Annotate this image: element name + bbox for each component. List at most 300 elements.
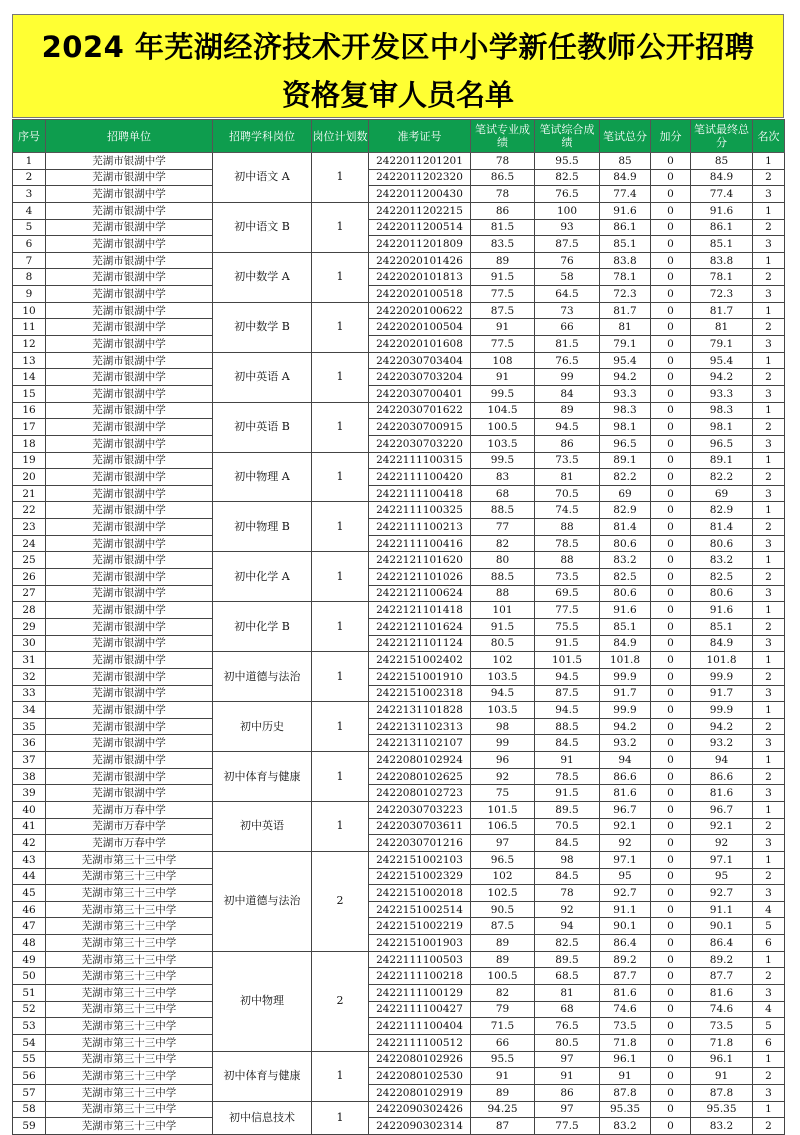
cell-ticket: 2422020101608 — [369, 336, 471, 353]
cell-bonus: 0 — [651, 1051, 691, 1068]
cell-final: 86.6 — [691, 768, 753, 785]
cell-rank: 1 — [753, 402, 785, 419]
table-row — [13, 569, 785, 586]
cell-rank: 3 — [753, 186, 785, 203]
cell-final: 92 — [691, 835, 753, 852]
cell-index: 31 — [13, 652, 46, 669]
cell-position: 初中体育与健康 — [213, 752, 312, 802]
cell-index: 7 — [13, 252, 46, 269]
table-row — [13, 352, 785, 369]
cell-unit: 芜湖市银湖中学 — [46, 785, 213, 802]
table-row — [13, 835, 785, 852]
cell-total: 82.2 — [600, 469, 651, 486]
cell-unit: 芜湖市第三十三中学 — [46, 901, 213, 918]
cell-final: 81.4 — [691, 519, 753, 536]
cell-bonus: 0 — [651, 618, 691, 635]
table-row — [13, 768, 785, 785]
table-row — [13, 685, 785, 702]
cell-total: 98.1 — [600, 419, 651, 436]
cell-unit: 芜湖市银湖中学 — [46, 219, 213, 236]
cell-ticket: 2422121100624 — [369, 585, 471, 602]
table-row — [13, 269, 785, 286]
cell-bonus: 0 — [651, 169, 691, 186]
cell-bonus: 0 — [651, 735, 691, 752]
cell-ticket: 2422090302426 — [369, 1101, 471, 1118]
cell-unit: 芜湖市第三十三中学 — [46, 935, 213, 952]
cell-general-score: 97 — [535, 1101, 600, 1118]
cell-position: 初中化学 A — [213, 552, 312, 602]
table-row — [13, 818, 785, 835]
cell-index: 58 — [13, 1101, 46, 1118]
cell-rank: 2 — [753, 718, 785, 735]
cell-unit: 芜湖市银湖中学 — [46, 535, 213, 552]
cell-total: 92 — [600, 835, 651, 852]
cell-final: 82.5 — [691, 569, 753, 586]
cell-position: 初中语文 A — [213, 153, 312, 203]
cell-general-score: 84.5 — [535, 835, 600, 852]
cell-rank: 2 — [753, 369, 785, 386]
cell-index: 1 — [13, 153, 46, 170]
cell-final: 81.6 — [691, 985, 753, 1002]
cell-unit: 芜湖市银湖中学 — [46, 419, 213, 436]
cell-general-score: 77.5 — [535, 602, 600, 619]
cell-unit: 芜湖市银湖中学 — [46, 402, 213, 419]
cell-general-score: 76.5 — [535, 1018, 600, 1035]
cell-unit: 芜湖市银湖中学 — [46, 252, 213, 269]
cell-bonus: 0 — [651, 419, 691, 436]
cell-major-score: 78 — [471, 186, 535, 203]
cell-ticket: 2422131102313 — [369, 718, 471, 735]
cell-index: 44 — [13, 868, 46, 885]
cell-rank: 3 — [753, 485, 785, 502]
cell-general-score: 93 — [535, 219, 600, 236]
cell-position: 初中历史 — [213, 702, 312, 752]
cell-bonus: 0 — [651, 319, 691, 336]
cell-bonus: 0 — [651, 385, 691, 402]
col-header-plan: 岗位计划数 — [312, 120, 369, 153]
col-header-total: 笔试总分 — [600, 120, 651, 153]
cell-position: 初中语文 B — [213, 202, 312, 252]
cell-rank: 2 — [753, 868, 785, 885]
cell-bonus: 0 — [651, 1001, 691, 1018]
cell-bonus: 0 — [651, 369, 691, 386]
cell-rank: 3 — [753, 236, 785, 253]
cell-final: 99.9 — [691, 668, 753, 685]
table-row — [13, 602, 785, 619]
cell-final: 80.6 — [691, 535, 753, 552]
cell-unit: 芜湖市银湖中学 — [46, 618, 213, 635]
cell-rank: 3 — [753, 1084, 785, 1101]
cell-final: 85 — [691, 153, 753, 170]
table-row — [13, 1051, 785, 1068]
cell-rank: 3 — [753, 735, 785, 752]
cell-rank: 3 — [753, 685, 785, 702]
cell-bonus: 0 — [651, 1101, 691, 1118]
cell-major-score: 99 — [471, 735, 535, 752]
cell-index: 5 — [13, 219, 46, 236]
table-row — [13, 419, 785, 436]
cell-plan: 1 — [312, 502, 369, 552]
cell-major-score: 89 — [471, 935, 535, 952]
cell-index: 19 — [13, 452, 46, 469]
table-row — [13, 302, 785, 319]
cell-bonus: 0 — [651, 851, 691, 868]
col-header-major-score: 笔试专业成绩 — [471, 120, 535, 153]
cell-final: 96.1 — [691, 1051, 753, 1068]
cell-major-score: 75 — [471, 785, 535, 802]
table-row — [13, 502, 785, 519]
cell-general-score: 91.5 — [535, 785, 600, 802]
cell-total: 91.6 — [600, 202, 651, 219]
cell-total: 93.2 — [600, 735, 651, 752]
cell-position: 初中信息技术 — [213, 1101, 312, 1134]
col-header-final: 笔试最终总分 — [691, 120, 753, 153]
cell-unit: 芜湖市银湖中学 — [46, 569, 213, 586]
cell-index: 32 — [13, 668, 46, 685]
cell-index: 41 — [13, 818, 46, 835]
cell-position: 初中英语 A — [213, 352, 312, 402]
cell-bonus: 0 — [651, 1118, 691, 1135]
table-row — [13, 1084, 785, 1101]
cell-ticket: 2422151002018 — [369, 885, 471, 902]
cell-position: 初中体育与健康 — [213, 1051, 312, 1101]
cell-total: 81.4 — [600, 519, 651, 536]
candidate-table — [12, 119, 785, 1135]
cell-general-score: 84.5 — [535, 735, 600, 752]
cell-general-score: 70.5 — [535, 485, 600, 502]
cell-rank: 1 — [753, 1101, 785, 1118]
cell-index: 16 — [13, 402, 46, 419]
cell-total: 98.3 — [600, 402, 651, 419]
cell-total: 91 — [600, 1068, 651, 1085]
cell-general-score: 98 — [535, 851, 600, 868]
cell-general-score: 94 — [535, 918, 600, 935]
cell-general-score: 99 — [535, 369, 600, 386]
cell-plan: 1 — [312, 602, 369, 652]
cell-bonus: 0 — [651, 785, 691, 802]
cell-final: 98.1 — [691, 419, 753, 436]
cell-plan: 2 — [312, 851, 369, 951]
cell-ticket: 2422011202215 — [369, 202, 471, 219]
cell-general-score: 87.5 — [535, 236, 600, 253]
cell-final: 71.8 — [691, 1034, 753, 1051]
cell-total: 81.6 — [600, 985, 651, 1002]
cell-bonus: 0 — [651, 985, 691, 1002]
cell-final: 85.1 — [691, 236, 753, 253]
cell-major-score: 106.5 — [471, 818, 535, 835]
cell-rank: 1 — [753, 153, 785, 170]
cell-rank: 3 — [753, 635, 785, 652]
table-row — [13, 901, 785, 918]
cell-total: 72.3 — [600, 286, 651, 303]
cell-final: 82.9 — [691, 502, 753, 519]
cell-general-score: 73.5 — [535, 452, 600, 469]
table-row — [13, 668, 785, 685]
cell-total: 85 — [600, 153, 651, 170]
cell-major-score: 99.5 — [471, 452, 535, 469]
cell-ticket: 2422121101620 — [369, 552, 471, 569]
cell-major-score: 102.5 — [471, 885, 535, 902]
cell-bonus: 0 — [651, 585, 691, 602]
cell-major-score: 97 — [471, 835, 535, 852]
cell-index: 28 — [13, 602, 46, 619]
cell-total: 81.6 — [600, 785, 651, 802]
cell-total: 82.5 — [600, 569, 651, 586]
cell-general-score: 84.5 — [535, 868, 600, 885]
cell-bonus: 0 — [651, 635, 691, 652]
cell-plan: 1 — [312, 1051, 369, 1101]
cell-final: 92.7 — [691, 885, 753, 902]
table-row — [13, 1034, 785, 1051]
cell-bonus: 0 — [651, 602, 691, 619]
cell-general-score: 81.5 — [535, 336, 600, 353]
cell-final: 91.6 — [691, 202, 753, 219]
cell-general-score: 76.5 — [535, 186, 600, 203]
cell-total: 69 — [600, 485, 651, 502]
col-header-ticket: 准考证号 — [369, 120, 471, 153]
cell-unit: 芜湖市银湖中学 — [46, 385, 213, 402]
cell-ticket: 2422080102926 — [369, 1051, 471, 1068]
cell-ticket: 2422151002103 — [369, 851, 471, 868]
cell-general-score: 89.5 — [535, 801, 600, 818]
cell-ticket: 2422080102625 — [369, 768, 471, 785]
cell-major-score: 80 — [471, 552, 535, 569]
cell-final: 82.2 — [691, 469, 753, 486]
cell-ticket: 2422080102919 — [369, 1084, 471, 1101]
cell-unit: 芜湖市银湖中学 — [46, 485, 213, 502]
cell-rank: 1 — [753, 752, 785, 769]
cell-unit: 芜湖市银湖中学 — [46, 169, 213, 186]
cell-unit: 芜湖市银湖中学 — [46, 202, 213, 219]
cell-final: 98.3 — [691, 402, 753, 419]
cell-bonus: 0 — [651, 302, 691, 319]
cell-index: 11 — [13, 319, 46, 336]
header-row — [13, 120, 785, 153]
cell-unit: 芜湖市银湖中学 — [46, 269, 213, 286]
table-row — [13, 885, 785, 902]
cell-bonus: 0 — [651, 885, 691, 902]
cell-final: 94.2 — [691, 369, 753, 386]
cell-index: 26 — [13, 569, 46, 586]
cell-ticket: 2422121101124 — [369, 635, 471, 652]
cell-unit: 芜湖市银湖中学 — [46, 236, 213, 253]
cell-plan: 1 — [312, 252, 369, 302]
cell-rank: 2 — [753, 1068, 785, 1085]
cell-major-score: 96.5 — [471, 851, 535, 868]
cell-ticket: 2422030701216 — [369, 835, 471, 852]
cell-bonus: 0 — [651, 1018, 691, 1035]
cell-final: 81 — [691, 319, 753, 336]
cell-index: 49 — [13, 951, 46, 968]
cell-index: 47 — [13, 918, 46, 935]
table-row — [13, 752, 785, 769]
cell-bonus: 0 — [651, 519, 691, 536]
cell-ticket: 2422111100218 — [369, 968, 471, 985]
cell-index: 22 — [13, 502, 46, 519]
table-row — [13, 735, 785, 752]
cell-position: 初中化学 B — [213, 602, 312, 652]
cell-general-score: 74.5 — [535, 502, 600, 519]
cell-major-score: 88 — [471, 585, 535, 602]
cell-unit: 芜湖市银湖中学 — [46, 635, 213, 652]
cell-index: 10 — [13, 302, 46, 319]
cell-unit: 芜湖市银湖中学 — [46, 469, 213, 486]
cell-total: 94 — [600, 752, 651, 769]
cell-final: 77.4 — [691, 186, 753, 203]
cell-major-score: 103.5 — [471, 435, 535, 452]
cell-index: 30 — [13, 635, 46, 652]
cell-total: 91.7 — [600, 685, 651, 702]
cell-unit: 芜湖市第三十三中学 — [46, 918, 213, 935]
cell-ticket: 2422151001910 — [369, 668, 471, 685]
cell-general-score: 69.5 — [535, 585, 600, 602]
col-header-index: 序号 — [13, 120, 46, 153]
cell-ticket: 2422111100420 — [369, 469, 471, 486]
cell-major-score: 68 — [471, 485, 535, 502]
cell-bonus: 0 — [651, 469, 691, 486]
cell-position: 初中数学 A — [213, 252, 312, 302]
cell-unit: 芜湖市万春中学 — [46, 818, 213, 835]
cell-position: 初中数学 B — [213, 302, 312, 352]
cell-bonus: 0 — [651, 918, 691, 935]
cell-final: 91 — [691, 1068, 753, 1085]
cell-index: 18 — [13, 435, 46, 452]
cell-index: 57 — [13, 1084, 46, 1101]
cell-rank: 2 — [753, 1118, 785, 1135]
cell-unit: 芜湖市银湖中学 — [46, 668, 213, 685]
cell-ticket: 2422030703204 — [369, 369, 471, 386]
cell-unit: 芜湖市第三十三中学 — [46, 1034, 213, 1051]
cell-index: 46 — [13, 901, 46, 918]
cell-general-score: 78 — [535, 885, 600, 902]
table-row — [13, 652, 785, 669]
cell-total: 80.6 — [600, 535, 651, 552]
cell-major-score: 91 — [471, 319, 535, 336]
cell-plan: 1 — [312, 402, 369, 452]
cell-rank: 2 — [753, 519, 785, 536]
cell-ticket: 2422011201201 — [369, 153, 471, 170]
cell-ticket: 2422131101828 — [369, 702, 471, 719]
cell-ticket: 2422090302314 — [369, 1118, 471, 1135]
cell-general-score: 81 — [535, 985, 600, 1002]
cell-final: 84.9 — [691, 635, 753, 652]
cell-general-score: 91 — [535, 1068, 600, 1085]
cell-final: 99.9 — [691, 702, 753, 719]
cell-general-score: 78.5 — [535, 768, 600, 785]
cell-index: 56 — [13, 1068, 46, 1085]
table-row — [13, 785, 785, 802]
cell-major-score: 104.5 — [471, 402, 535, 419]
table-row — [13, 153, 785, 170]
cell-index: 48 — [13, 935, 46, 952]
cell-rank: 2 — [753, 968, 785, 985]
cell-unit: 芜湖市第三十三中学 — [46, 1068, 213, 1085]
table-row — [13, 851, 785, 868]
cell-index: 54 — [13, 1034, 46, 1051]
cell-index: 39 — [13, 785, 46, 802]
cell-unit: 芜湖市银湖中学 — [46, 336, 213, 353]
cell-unit: 芜湖市银湖中学 — [46, 552, 213, 569]
table-row — [13, 535, 785, 552]
cell-bonus: 0 — [651, 236, 691, 253]
cell-unit: 芜湖市第三十三中学 — [46, 1101, 213, 1118]
cell-plan: 1 — [312, 352, 369, 402]
cell-final: 93.3 — [691, 385, 753, 402]
cell-index: 15 — [13, 385, 46, 402]
cell-total: 84.9 — [600, 169, 651, 186]
cell-bonus: 0 — [651, 485, 691, 502]
cell-general-score: 73 — [535, 302, 600, 319]
cell-ticket: 2422030703220 — [369, 435, 471, 452]
cell-plan: 1 — [312, 752, 369, 802]
table-row — [13, 469, 785, 486]
cell-total: 83.2 — [600, 552, 651, 569]
cell-unit: 芜湖市第三十三中学 — [46, 851, 213, 868]
cell-rank: 2 — [753, 419, 785, 436]
cell-total: 71.8 — [600, 1034, 651, 1051]
cell-index: 21 — [13, 485, 46, 502]
cell-rank: 3 — [753, 286, 785, 303]
cell-major-score: 78 — [471, 153, 535, 170]
cell-final: 97.1 — [691, 851, 753, 868]
cell-total: 94.2 — [600, 369, 651, 386]
cell-ticket: 2422151002219 — [369, 918, 471, 935]
cell-final: 72.3 — [691, 286, 753, 303]
cell-final: 94 — [691, 752, 753, 769]
cell-major-score: 86 — [471, 202, 535, 219]
cell-bonus: 0 — [651, 569, 691, 586]
col-header-general-score: 笔试综合成绩 — [535, 120, 600, 153]
cell-rank: 3 — [753, 535, 785, 552]
cell-major-score: 66 — [471, 1034, 535, 1051]
cell-ticket: 2422131102107 — [369, 735, 471, 752]
cell-unit: 芜湖市银湖中学 — [46, 369, 213, 386]
cell-ticket: 2422111100503 — [369, 951, 471, 968]
cell-total: 93.3 — [600, 385, 651, 402]
cell-plan: 1 — [312, 1101, 369, 1134]
cell-major-score: 92 — [471, 768, 535, 785]
cell-total: 83.2 — [600, 1118, 651, 1135]
cell-unit: 芜湖市银湖中学 — [46, 319, 213, 336]
cell-major-score: 91.5 — [471, 269, 535, 286]
cell-ticket: 2422121101624 — [369, 618, 471, 635]
cell-final: 95 — [691, 868, 753, 885]
cell-bonus: 0 — [651, 801, 691, 818]
cell-plan: 1 — [312, 652, 369, 702]
cell-index: 25 — [13, 552, 46, 569]
cell-final: 94.2 — [691, 718, 753, 735]
cell-ticket: 2422030701622 — [369, 402, 471, 419]
cell-ticket: 2422080102924 — [369, 752, 471, 769]
cell-bonus: 0 — [651, 768, 691, 785]
cell-unit: 芜湖市第三十三中学 — [46, 1051, 213, 1068]
table-row — [13, 585, 785, 602]
cell-plan: 1 — [312, 452, 369, 502]
cell-index: 23 — [13, 519, 46, 536]
cell-rank: 1 — [753, 352, 785, 369]
page-subtitle: 资格复审人员名单 — [281, 78, 514, 112]
cell-bonus: 0 — [651, 718, 691, 735]
cell-general-score: 87.5 — [535, 685, 600, 702]
cell-index: 53 — [13, 1018, 46, 1035]
cell-rank: 1 — [753, 801, 785, 818]
cell-bonus: 0 — [651, 535, 691, 552]
cell-general-score: 76.5 — [535, 352, 600, 369]
cell-final: 89.2 — [691, 951, 753, 968]
cell-general-score: 94.5 — [535, 419, 600, 436]
cell-index: 33 — [13, 685, 46, 702]
cell-unit: 芜湖市第三十三中学 — [46, 885, 213, 902]
